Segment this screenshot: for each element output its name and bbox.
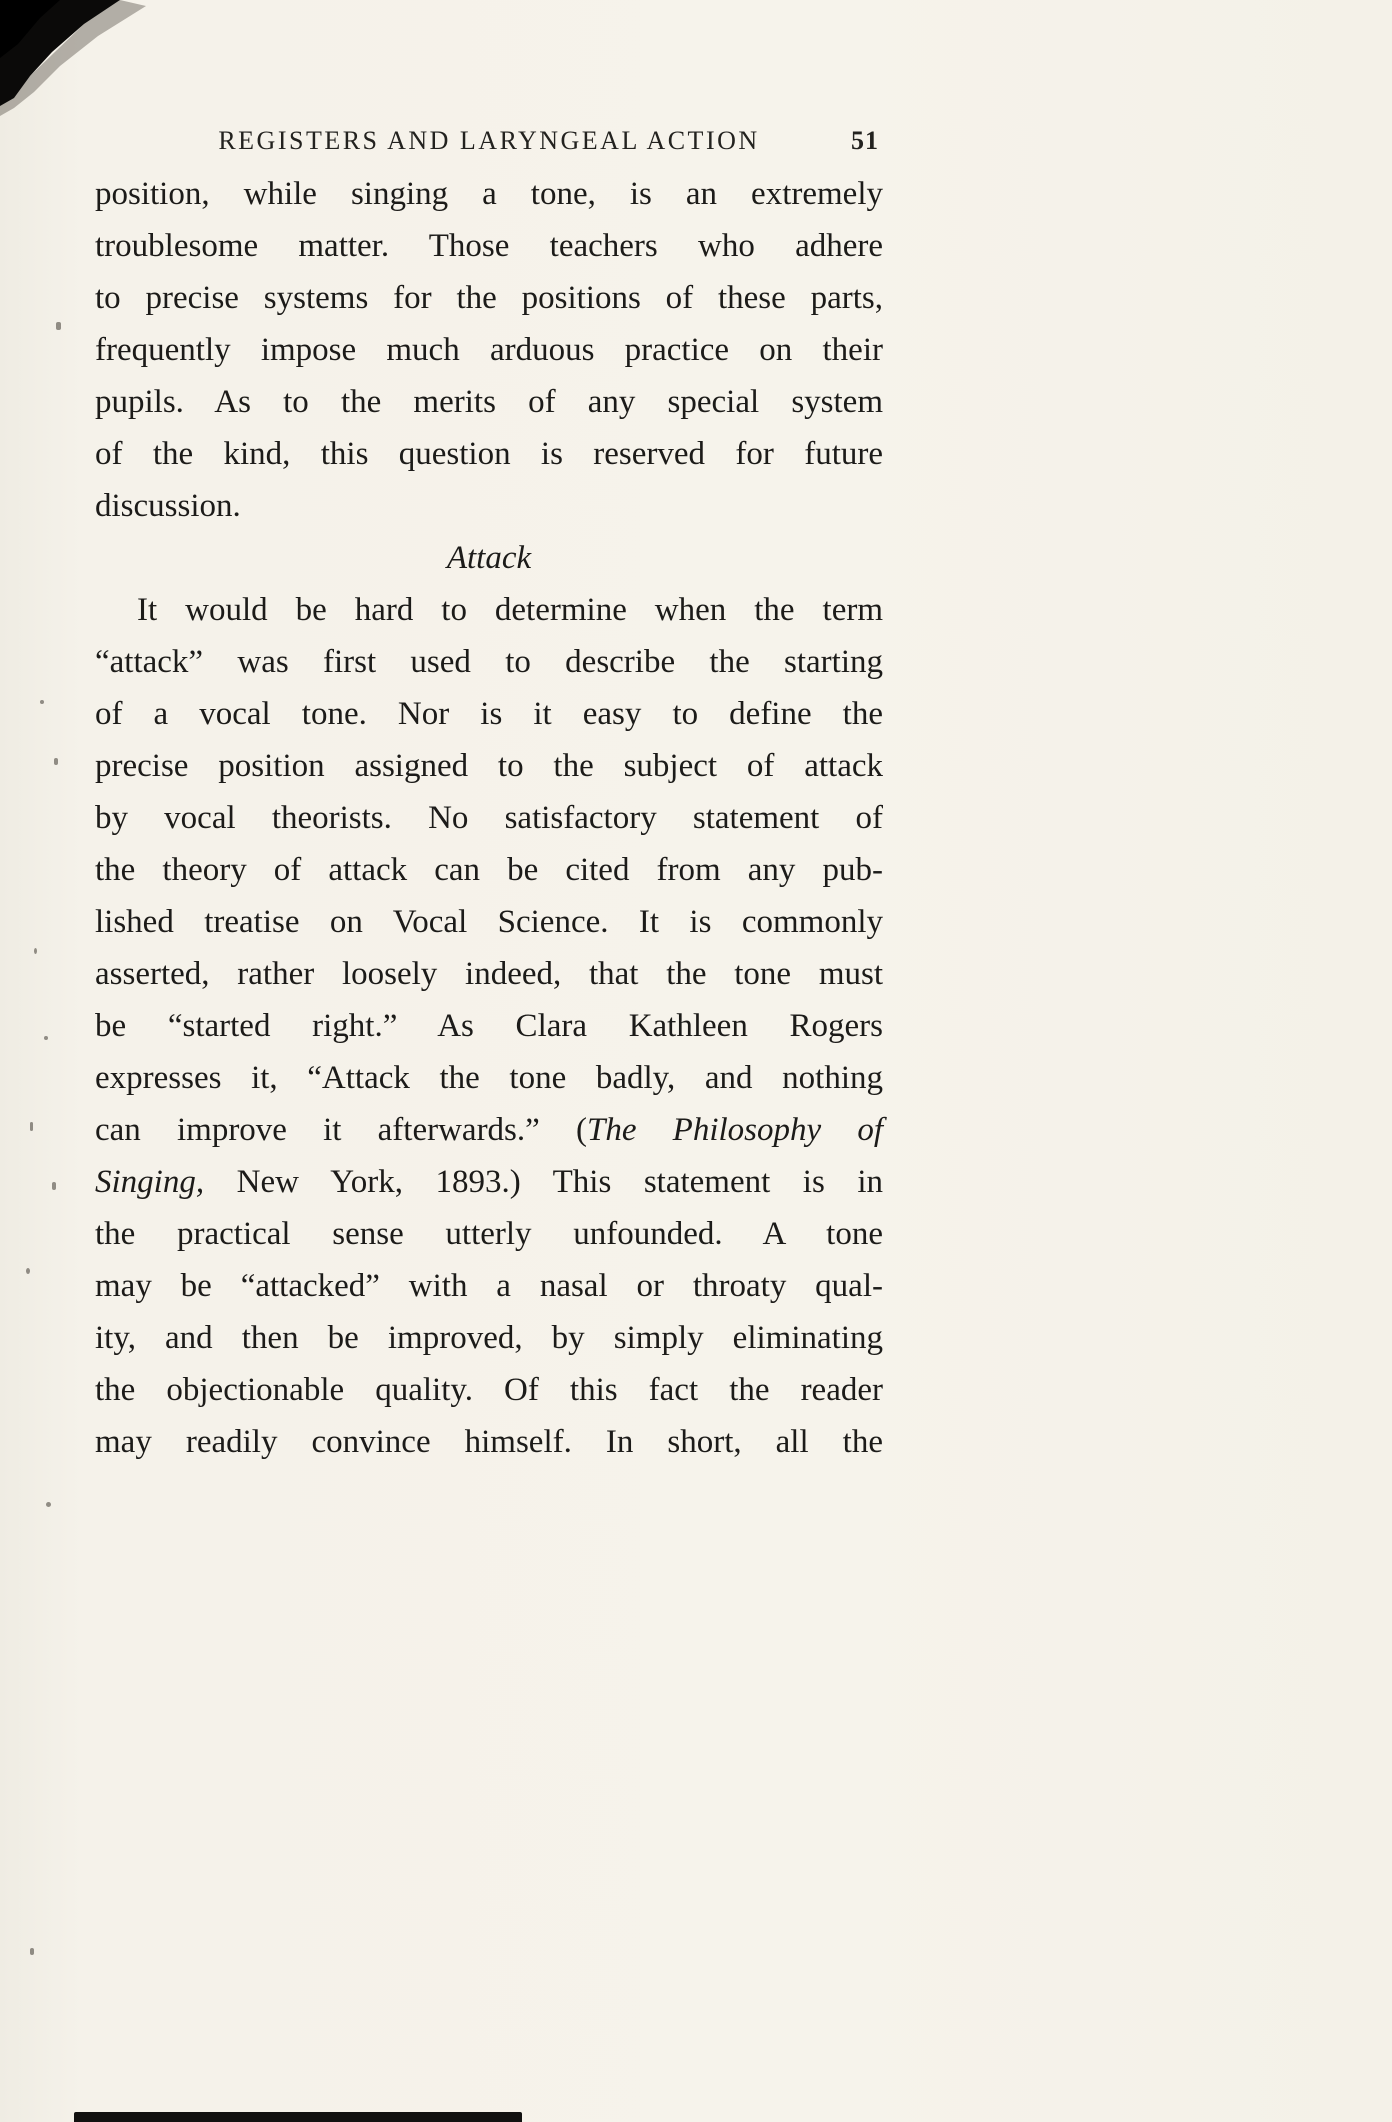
text-line: the theory of attack can be cited from any pub- <box>95 852 883 888</box>
text-line: troublesome matter. Those teachers who adhere <box>95 228 883 264</box>
scan-speck <box>26 1268 30 1274</box>
running-header <box>95 126 883 160</box>
text-line: position, while singing a tone, is an extremely <box>95 176 883 212</box>
scan-speck <box>46 1502 51 1507</box>
text-line: discussion. <box>95 488 241 524</box>
text-line: of the kind, this question is reserved for future <box>95 436 883 472</box>
scan-speck <box>40 700 44 704</box>
text-line: frequently impose much arduous practice on their <box>95 332 883 368</box>
scan-speck <box>30 1122 33 1131</box>
text-line: by vocal theorists. No satisfactory statement of <box>95 800 883 836</box>
page-number: 51 <box>851 126 879 155</box>
text-line: may be “attacked” with a nasal or throaty qual- <box>95 1268 883 1304</box>
scan-bottom-edge-artifact <box>74 2112 522 2122</box>
text-line: It would be hard to determine when the term <box>137 592 883 628</box>
text-line: lished treatise on Vocal Science. It is commonly <box>95 904 883 940</box>
text-line: pupils. As to the merits of any special system <box>95 384 883 420</box>
scan-speck <box>44 1036 48 1040</box>
scan-speck <box>56 322 61 330</box>
text-block <box>95 168 883 1468</box>
text-line: to precise systems for the positions of these parts, <box>95 280 883 316</box>
running-header-title: REGISTERS AND LARYNGEAL ACTION <box>218 126 760 155</box>
text-line: Singing, New York, 1893.) This statement is in <box>95 1164 883 1200</box>
scan-speck <box>34 948 37 954</box>
text-line: be “started right.” As Clara Kathleen Rogers <box>95 1008 883 1044</box>
scan-corner-artifact <box>0 0 170 120</box>
text-line: “attack” was first used to describe the starting <box>95 644 883 680</box>
text-line: precise position assigned to the subject of attack <box>95 748 883 784</box>
scan-speck <box>54 758 58 765</box>
text-line: ity, and then be improved, by simply eliminating <box>95 1320 883 1356</box>
text-line: asserted, rather loosely indeed, that the tone must <box>95 956 883 992</box>
text-line: may readily convince himself. In short, all the <box>95 1424 883 1460</box>
scan-speck <box>52 1182 56 1190</box>
text-line: expresses it, “Attack the tone badly, and nothing <box>95 1060 883 1096</box>
scan-speck <box>30 1948 34 1955</box>
text-line: the practical sense utterly unfounded. A tone <box>95 1216 883 1252</box>
text-line: of a vocal tone. Nor is it easy to define the <box>95 696 883 732</box>
section-heading: Attack <box>446 540 532 576</box>
text-line: can improve it afterwards.” (The Philosophy of <box>95 1112 884 1148</box>
text-line: the objectionable quality. Of this fact the reader <box>95 1372 883 1408</box>
